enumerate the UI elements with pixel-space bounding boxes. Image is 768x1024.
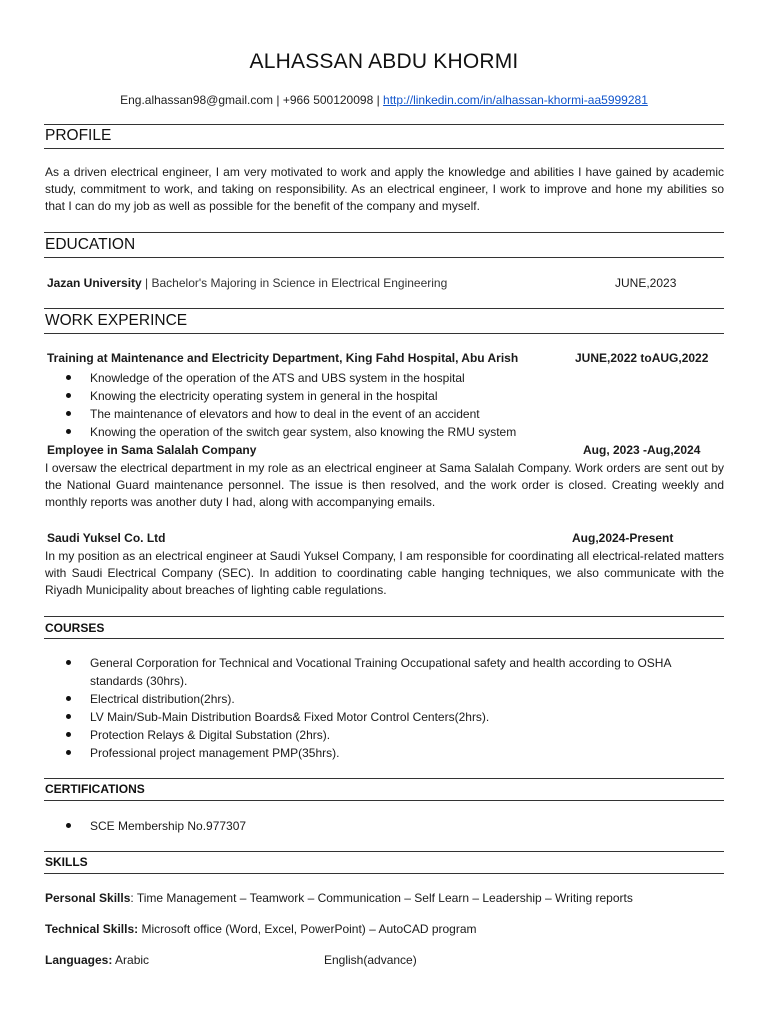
bullet-icon bbox=[66, 660, 71, 665]
contact-line bbox=[44, 93, 724, 107]
bullet-icon bbox=[66, 696, 71, 701]
job-2-text: I oversaw the electrical department in my role as an electrical engineer at Sama Salalah Company. Work orders are sent out by the National Guard maintenance personnel. The issue is then resolved, and the work order is closed. Creating weekly and monthly reports was another duty I had, along with accompanying emails. bbox=[45, 461, 724, 509]
section-title-certifications: CERTIFICATIONS bbox=[45, 782, 145, 796]
bullet-icon bbox=[66, 375, 71, 380]
section-title-profile: PROFILE bbox=[45, 127, 112, 144]
bullet-text: The maintenance of elevators and how to deal in the event of an accident bbox=[90, 407, 480, 421]
bullet-icon bbox=[66, 714, 71, 719]
bullet-text: Knowledge of the operation of the ATS and UBS system in the hospital bbox=[90, 371, 465, 385]
divider bbox=[44, 851, 724, 852]
list-item bbox=[44, 654, 724, 690]
education-date: JUNE,2023 bbox=[615, 276, 677, 290]
divider bbox=[44, 124, 724, 125]
divider bbox=[44, 333, 724, 334]
divider bbox=[44, 638, 724, 639]
education-entry bbox=[47, 276, 723, 290]
section-title-work: WORK EXPERINCE bbox=[45, 312, 188, 329]
list-item bbox=[44, 708, 724, 726]
contact-info: Eng.alhassan98@gmail.com | +966 500120098 | bbox=[120, 93, 384, 107]
divider bbox=[44, 257, 724, 258]
list-item bbox=[44, 405, 724, 423]
divider bbox=[44, 232, 724, 233]
divider bbox=[44, 308, 724, 309]
bullet-text: Knowing the electricity operating system in general in the hospital bbox=[90, 389, 438, 403]
bullet-icon bbox=[66, 750, 71, 755]
bullet-icon bbox=[66, 411, 71, 416]
job-date: Aug,2024-Present bbox=[572, 531, 674, 545]
job-3-text: In my position as an electrical engineer at Saudi Yuksel Company, I am responsible for coordinating all electrical-related matters with Saudi Electrical Company (SEC). In addition to coordinating cable hanging techniques, we also communicate with the Riyadh Municipality about breaches of lighting cable regulations. bbox=[45, 549, 724, 597]
course-text: Professional project management PMP(35hrs). bbox=[90, 746, 340, 760]
course-text: Protection Relays & Digital Substation (2hrs). bbox=[90, 728, 331, 742]
courses-list bbox=[44, 654, 724, 762]
job-entry-3 bbox=[47, 531, 723, 545]
technical-skills-value: Microsoft office (Word, Excel, PowerPoint) – AutoCAD program bbox=[138, 922, 477, 936]
certification-text: SCE Membership No.977307 bbox=[90, 819, 247, 833]
language-english: English(advance) bbox=[324, 953, 417, 967]
bullet-icon bbox=[66, 823, 71, 828]
language-arabic: Arabic bbox=[112, 953, 150, 967]
personal-skills-value: : Time Management – Teamwork – Communication – Self Learn – Leadership – Writing reports bbox=[130, 891, 633, 905]
job-entry-1 bbox=[47, 351, 723, 365]
list-item bbox=[44, 817, 724, 835]
list-item bbox=[44, 369, 724, 387]
linkedin-link[interactable]: http://linkedin.com/in/alhassan-khormi-aa5999281 bbox=[383, 93, 648, 107]
technical-skills-line bbox=[45, 922, 477, 936]
list-item bbox=[44, 690, 724, 708]
school-name: Jazan University bbox=[47, 276, 142, 290]
list-item bbox=[44, 423, 724, 441]
course-text: General Corporation for Technical and Vocational Training Occupational safety and health according to OSHA standards (30hrs). bbox=[90, 656, 671, 688]
section-title-courses: COURSES bbox=[45, 621, 105, 635]
divider bbox=[44, 148, 724, 149]
job-1-bullets bbox=[44, 369, 724, 441]
course-text: LV Main/Sub-Main Distribution Boards& Fixed Motor Control Centers(2hrs). bbox=[90, 710, 490, 724]
list-item bbox=[44, 726, 724, 744]
bullet-icon bbox=[66, 393, 71, 398]
bullet-text: Knowing the operation of the switch gear system, also knowing the RMU system bbox=[90, 425, 517, 439]
bullet-icon bbox=[66, 732, 71, 737]
job-title: Employee in Sama Salalah Company bbox=[47, 443, 257, 457]
personal-skills-label: Personal Skills bbox=[45, 891, 131, 905]
list-item bbox=[44, 387, 724, 405]
languages-label: Languages: bbox=[45, 953, 113, 967]
profile-text: As a driven electrical engineer, I am very motivated to work and apply the knowledge and abilities I have gained by academic study, commitment to work, and taking on responsibility. As an electrical engineer, I work to improve and hone my abilities so that I can do my job as well as possible for the benefit of the company and myself. bbox=[45, 165, 724, 213]
divider bbox=[44, 800, 724, 801]
list-item bbox=[44, 744, 724, 762]
section-title-education: EDUCATION bbox=[45, 236, 136, 253]
course-text: Electrical distribution(2hrs). bbox=[90, 692, 235, 706]
divider bbox=[44, 873, 724, 874]
divider bbox=[44, 616, 724, 617]
personal-skills-line bbox=[45, 891, 633, 905]
divider bbox=[44, 778, 724, 779]
job-title: Saudi Yuksel Co. Ltd bbox=[47, 531, 166, 545]
job-title: Training at Maintenance and Electricity Department, King Fahd Hospital, Abu Arish bbox=[47, 351, 519, 365]
candidate-name: ALHASSAN ABDU KHORMI bbox=[249, 50, 519, 73]
languages-line bbox=[45, 953, 724, 967]
certifications-list bbox=[44, 817, 724, 835]
degree-text: | Bachelor's Majoring in Science in Electrical Engineering bbox=[141, 276, 448, 290]
section-title-skills: SKILLS bbox=[45, 855, 88, 869]
job-date: JUNE,2022 toAUG,2022 bbox=[575, 351, 709, 365]
technical-skills-label: Technical Skills: bbox=[45, 922, 139, 936]
bullet-icon bbox=[66, 429, 71, 434]
job-date: Aug, 2023 -Aug,2024 bbox=[583, 443, 701, 457]
job-entry-2 bbox=[47, 443, 723, 457]
